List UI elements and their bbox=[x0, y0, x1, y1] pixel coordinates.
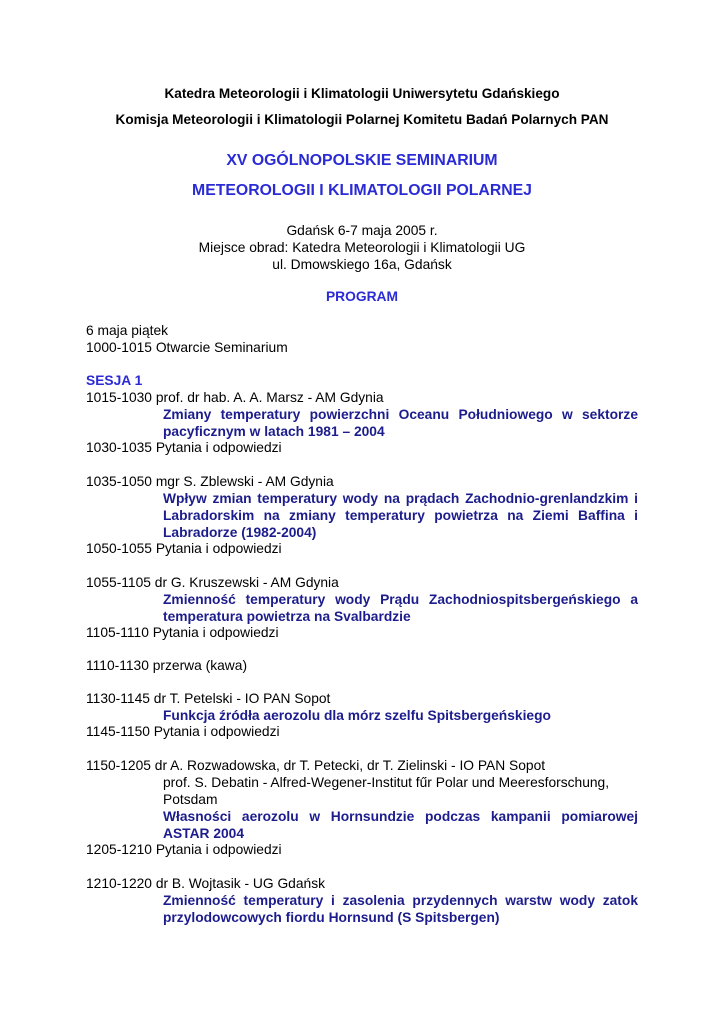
qa-entry: 1145-1150 Pytania i odpowiedzi bbox=[86, 724, 280, 739]
qa-entry: 1205-1210 Pytania i odpowiedzi bbox=[86, 842, 282, 857]
schedule-entry: 1055-1105 dr G. Kruszewski - AM Gdynia bbox=[86, 575, 339, 590]
seminar-date: Gdańsk 6-7 maja 2005 r. bbox=[286, 223, 438, 238]
schedule-entry: 1015-1030 prof. dr hab. A. A. Marsz - AM Gdynia bbox=[86, 390, 384, 405]
talk-title: Funkcja źródła aerozolu dla mórz szelfu Spitsbergeńskiego bbox=[163, 708, 551, 723]
seminar-address: ul. Dmowskiego 16a, Gdańsk bbox=[272, 257, 452, 272]
institution-line-2: Komisja Meteorologii i Klimatologii Polarnej Komitetu Badań Polarnych PAN bbox=[115, 112, 609, 127]
break-entry: 1110-1130 przerwa (kawa) bbox=[86, 658, 248, 673]
qa-entry: 1105-1110 Pytania i odpowiedzi bbox=[86, 625, 279, 640]
seminar-title-line-1: XV OGÓLNOPOLSKIE SEMINARIUM bbox=[226, 152, 498, 169]
qa-entry: 1030-1035 Pytania i odpowiedzi bbox=[86, 440, 282, 455]
day-heading: 6 maja piątek bbox=[86, 323, 169, 338]
schedule-entry: 1035-1050 mgr S. Zblewski - AM Gdynia bbox=[86, 474, 334, 489]
talk-title: Wpływ zmian temperatury wody na prądach Zachodnio-grenlandzkim i Labradorskim na zmiany temperatury powietrza na Ziemi Baffina i Labradorze (1982-2004) bbox=[163, 491, 638, 540]
program-heading: PROGRAM bbox=[325, 289, 399, 304]
schedule-entry: 1210-1220 dr B. Wojtasik - UG Gdańsk bbox=[86, 876, 326, 891]
schedule-entry: 1150-1205 dr A. Rozwadowska, dr T. Petecki, dr T. Zielinski - IO PAN Sopot bbox=[86, 758, 546, 773]
session-heading: SESJA 1 bbox=[86, 373, 143, 388]
opening-entry: 1000-1015 Otwarcie Seminarium bbox=[86, 340, 288, 355]
talk-title: Zmienność temperatury wody Prądu Zachodniospitsbergeńskiego a temperatura powietrza na Svalbardzie bbox=[163, 592, 638, 624]
institution-line-1: Katedra Meteorologii i Klimatologii Uniwersytetu Gdańskiego bbox=[164, 86, 560, 101]
qa-entry: 1050-1055 Pytania i odpowiedzi bbox=[86, 541, 282, 556]
seminar-title-line-2: METEOROLOGII I KLIMATOLOGII POLARNEJ bbox=[192, 182, 532, 199]
seminar-venue: Miejsce obrad: Katedra Meteorologii i Klimatologii UG bbox=[198, 240, 526, 255]
coauthor-line: prof. S. Debatin - Alfred-Wegener-Institut fűr Polar und Meeresforschung, Potsdam bbox=[163, 775, 610, 807]
talk-title: Własności aerozolu w Hornsundzie podczas kampanii pomiarowej ASTAR 2004 bbox=[163, 809, 638, 841]
talk-title: Zmiany temperatury powierzchni Oceanu Południowego w sektorze pacyficznym w latach 1981 – 2004 bbox=[163, 407, 638, 439]
schedule-entry: 1130-1145 dr T. Petelski - IO PAN Sopot bbox=[86, 691, 331, 706]
talk-title: Zmienność temperatury i zasolenia przydennych warstw wody zatok przylodowcowych fiordu Hornsund (S Spitsbergen) bbox=[163, 893, 638, 925]
